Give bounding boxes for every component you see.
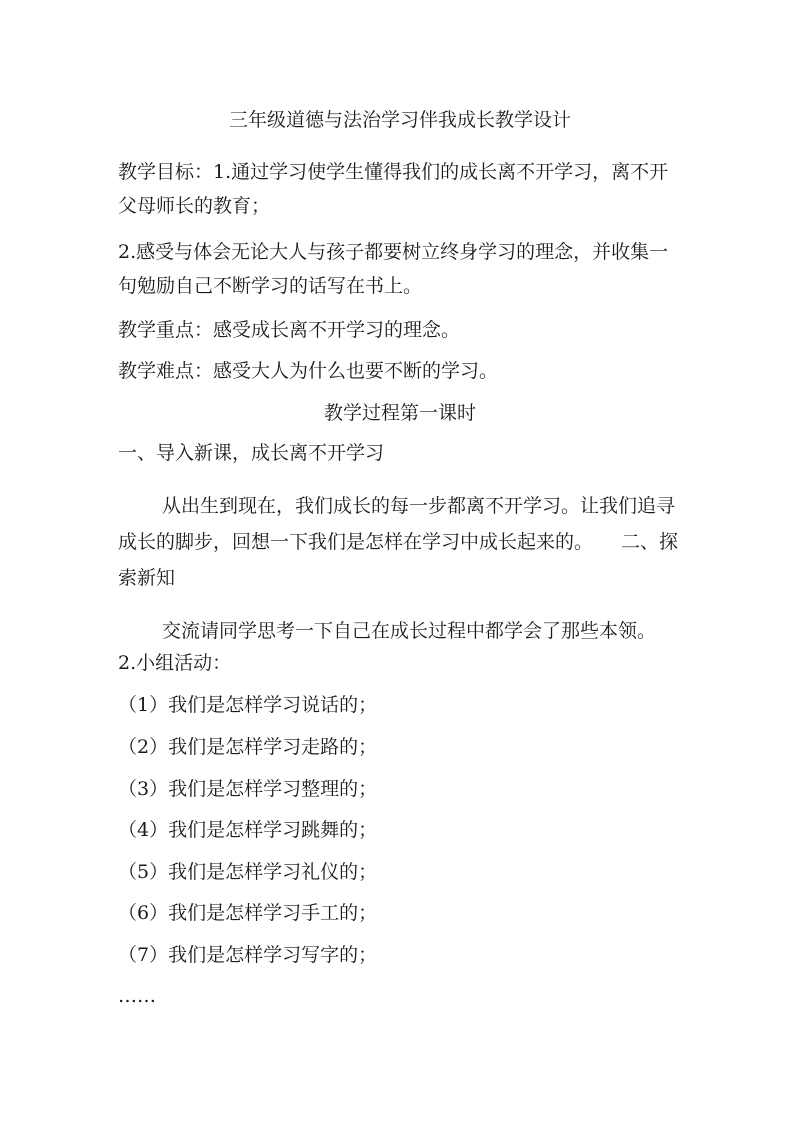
process-heading: 教学过程第一课时 [323,402,476,424]
list-item: （6）我们是怎样学习手工的； [118,902,378,924]
ellipsis: …… [118,985,156,1007]
section1-para-line-2-main: 成长的脚步，回想一下我们是怎样在学习中成长起来的。 [118,531,594,553]
list-item: （2）我们是怎样学习走路的； [118,736,378,758]
list-item: （4）我们是怎样学习跳舞的； [118,819,378,841]
list-item: （5）我们是怎样学习礼仪的； [118,861,378,883]
objective2-line-1: 2.感受与体会无论大人与孩子都要树立终身学习的理念，并收集一 [118,241,669,263]
list-item: （1）我们是怎样学习说话的； [118,694,378,716]
difficulty: 教学难点：感受大人为什么也要不断的学习。 [118,360,499,382]
section1-para-line-3: 索新知 [118,567,176,589]
section1-para-line-2 [118,530,678,554]
section2-heading-start: 二、探 [621,531,679,553]
section1-heading: 一、导入新课，成长离不开学习 [118,442,385,464]
group-activity: 2.小组活动： [118,652,232,674]
objective-line-2: 父母师长的教育； [118,195,271,217]
document-title: 三年级道德与法治学习伴我成长教学设计 [228,109,571,131]
list-item: （7）我们是怎样学习写字的； [118,944,378,966]
list-item: （3）我们是怎样学习整理的； [118,778,378,800]
objective2-line-2: 句勉励自己不断学习的话写在书上。 [118,275,423,297]
objective-line-1: 教学目标：1.通过学习使学生懂得我们的成长离不开学习，离不开 [118,161,669,183]
exchange-line: 交流请同学思考一下自己在成长过程中都学会了那些本领。 [162,620,657,642]
key-point: 教学重点：感受成长离不开学习的理念。 [118,319,461,341]
section1-para-line-1: 从出生到现在，我们成长的每一步都离不开学习。让我们追寻 [162,495,676,517]
